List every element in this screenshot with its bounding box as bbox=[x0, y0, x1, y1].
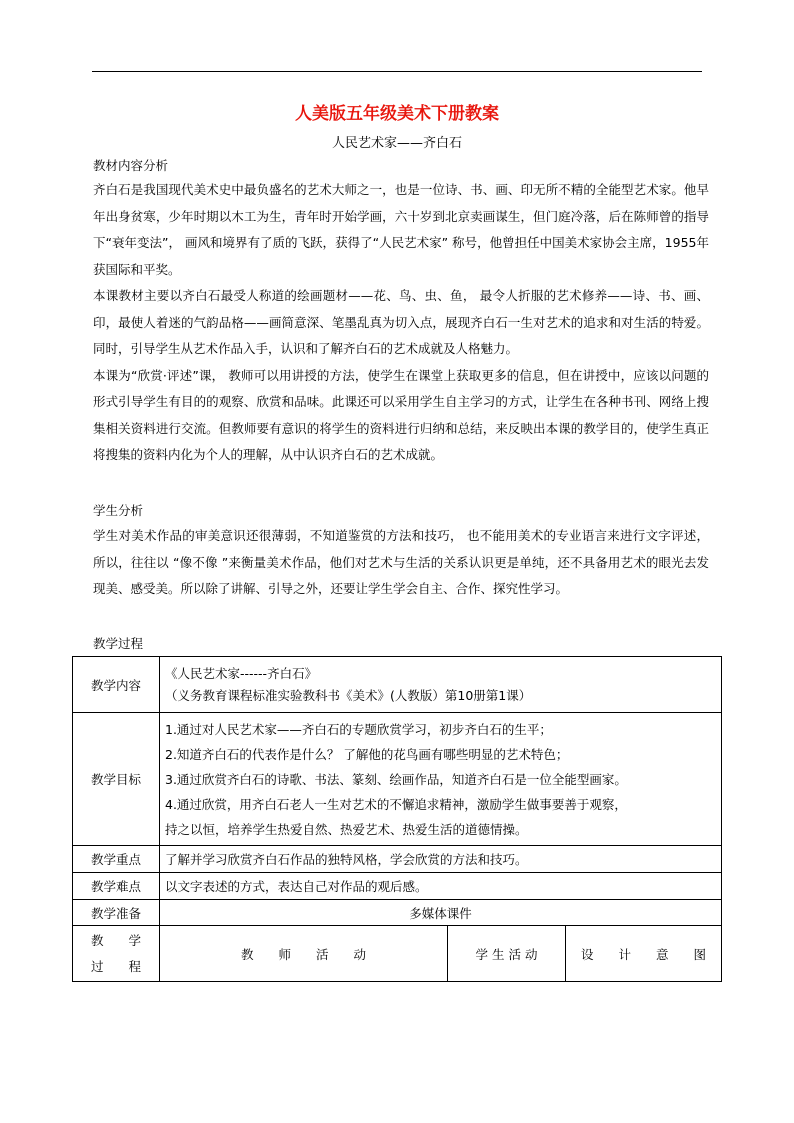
table-row bbox=[73, 926, 722, 982]
material-paragraph: 齐白石是我国现代美术史中最负盛名的艺术大师之一，也是一位诗、书、画、印无所不精的全能型艺术家。他早年出身贫寒，少年时期以木工为生，青年时开始学画，六十岁到北京卖画谋生，但门庭冷落，后在陈师曾的指导下“衰年变法”， 画风和境界有了质的飞跃，获得了“人民艺术家” 称号，他曾担任中国美术家协会主席，1955年获国际和平奖。 bbox=[93, 182, 709, 277]
student-activity-header: 学 生 活 动 bbox=[448, 926, 566, 982]
document-subtitle: 人民艺术家——齐白石 bbox=[331, 136, 462, 151]
design-intent-header: 设 计 意 图 bbox=[566, 926, 722, 982]
process-label-line: 教 学 bbox=[90, 932, 141, 948]
students-analysis-body bbox=[93, 523, 709, 603]
document-title: 人美版五年级美术下册教案 bbox=[295, 104, 499, 124]
teacher-activity-header: 教 师 活 动 bbox=[160, 926, 448, 982]
table-row bbox=[73, 846, 722, 873]
process-label bbox=[73, 926, 160, 982]
content-label: 教学内容 bbox=[73, 657, 160, 713]
difficulty-text: 以文字表述的方式，表达自己对作品的观后感。 bbox=[160, 873, 722, 900]
goals-label: 教学目标 bbox=[73, 713, 160, 846]
goals-cell bbox=[160, 713, 722, 846]
goal-item: 4.通过欣赏，用齐白石老人一生对艺术的不懈追求精神，激励学生做事要善于观察， bbox=[165, 796, 627, 812]
goal-item: 持之以恒，培养学生热爱自然、热爱艺术、热爱生活的道德情操。 bbox=[165, 821, 528, 837]
goal-item: 2.知道齐白石的代表作是什么？ 了解他的花鸟画有哪些明显的艺术特色； bbox=[165, 746, 569, 762]
table-row bbox=[73, 657, 722, 713]
key-point-text: 了解并学习欣赏齐白石作品的独特风格，学会欣赏的方法和技巧。 bbox=[160, 846, 722, 873]
section-heading-process: 教学过程 bbox=[93, 636, 144, 651]
preparation-label: 教学准备 bbox=[73, 900, 160, 926]
section-heading-students: 学生分析 bbox=[93, 503, 144, 518]
process-label-line: 过 程 bbox=[90, 958, 141, 974]
header-rule bbox=[92, 71, 702, 72]
students-paragraph: 学生对美术作品的审美意识还很薄弱，不知道鉴赏的方法和技巧， 也不能用美术的专业语言来进行文字评述，所以，往往以 “像不像 ”来衡量美术作品，他们对艺术与生活的关系认识更是单纯，还不具备用艺术的眼光去发现美、感受美。所以除了讲解、引导之外，还要让学生学会自主、合作、探究性学习。 bbox=[93, 528, 709, 596]
material-paragraph: 本课为“欣赏·评述”课， 教师可以用讲授的方法，使学生在课堂上获取更多的信息，但在讲授中，应该以问题的形式引导学生有目的的观察、欣赏和品味。此课还可以采用学生自主学习的方式，让学生在各种书刊、网络上搜集相关资料进行交流。但教师要有意识的将学生的资料进行归纳和总结，来反映出本课的教学目的，使学生真正将搜集的资料内化为个人的理解，从中认识齐白石的艺术成就。 bbox=[93, 367, 709, 462]
difficulty-label: 教学难点 bbox=[73, 873, 160, 900]
table-row bbox=[73, 713, 722, 846]
preparation-text: 多媒体课件 bbox=[160, 900, 722, 926]
lesson-plan-table bbox=[72, 656, 722, 982]
material-analysis-body bbox=[93, 177, 709, 469]
table-row bbox=[73, 900, 722, 926]
table-row bbox=[73, 873, 722, 900]
content-source: （义务教育课程标准实验教科书《美术》(人教版）第10册第1课） bbox=[165, 687, 532, 703]
material-paragraph: 本课教材主要以齐白石最受人称道的绘画题材——花、鸟、虫、鱼， 最令人折服的艺术修养——诗、书、画、印，最使人着迷的气韵品格——画简意深、笔墨乱真为切入点，展现齐白石一生对艺术的追求和对生活的特爱。同时，引导学生从艺术作品入手，认识和了解齐白石的艺术成就及人格魅力。 bbox=[93, 288, 709, 356]
goal-item: 3.通过欣赏齐白石的诗歌、书法、篆刻、绘画作品，知道齐白石是一位全能型画家。 bbox=[165, 771, 627, 787]
content-title: 《人民艺术家------齐白石》 bbox=[165, 665, 318, 681]
goal-item: 1.通过对人民艺术家——齐白石的专题欣赏学习，初步齐白石的生平； bbox=[165, 721, 552, 737]
key-point-label: 教学重点 bbox=[73, 846, 160, 873]
section-heading-material: 教材内容分析 bbox=[93, 158, 169, 173]
content-cell bbox=[160, 657, 722, 713]
